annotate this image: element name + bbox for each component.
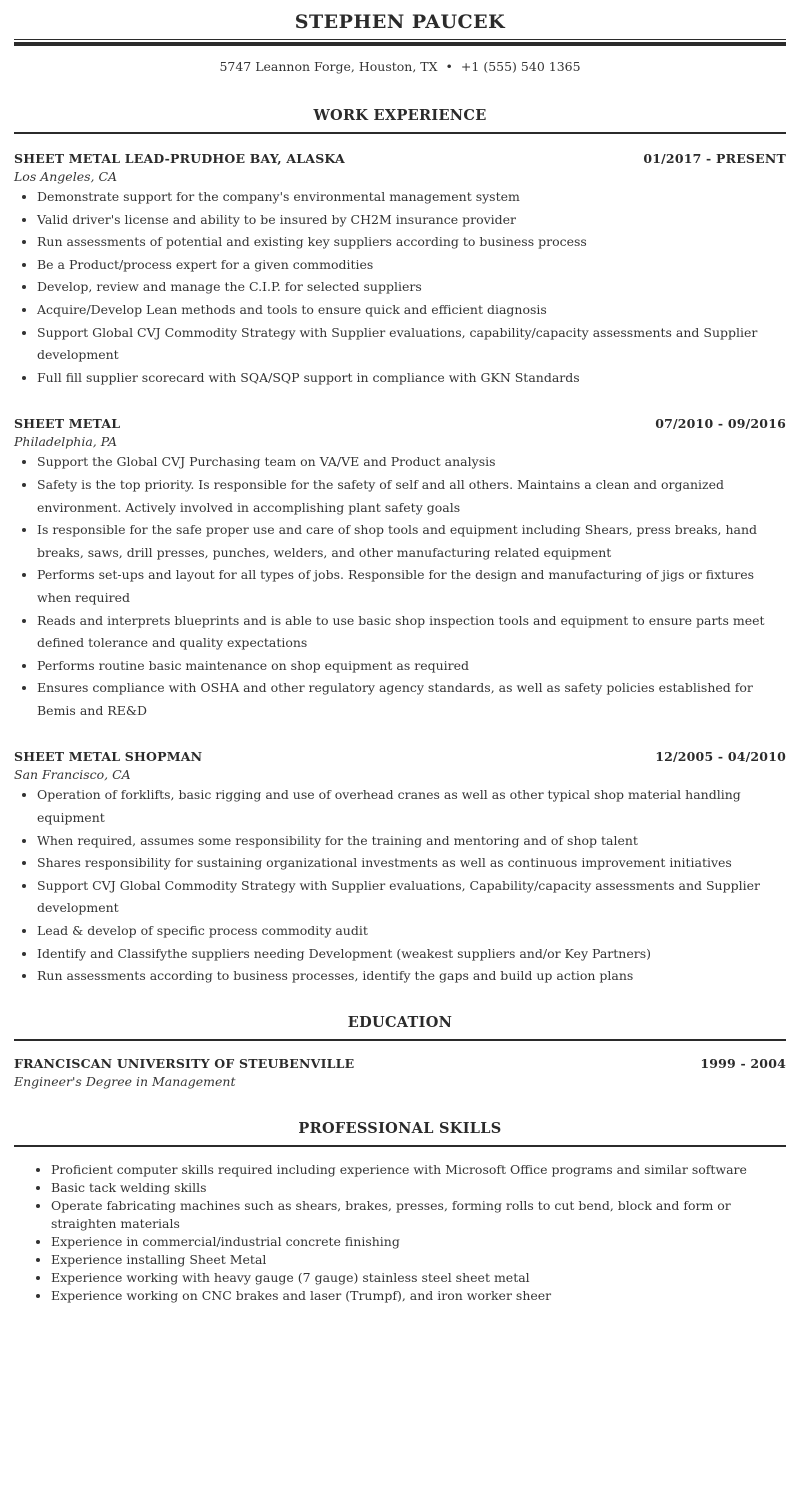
- job-2-title: SHEET METAL: [14, 416, 121, 432]
- job-3-location: San Francisco, CA: [14, 767, 131, 783]
- skills-title: PROFESSIONAL SKILLS: [298, 1119, 502, 1137]
- work-experience-title: WORK EXPERIENCE: [313, 107, 487, 124]
- education-entry: [14, 1055, 786, 1091]
- list-item: • Support the Global CVJ Purchasing team on VA/VE and Product analysis: [37, 451, 786, 474]
- skills-list: [0, 1161, 800, 1305]
- list-item: • Experience in commercial/industrial concrete finishing: [51, 1233, 800, 1251]
- job-2-header: [14, 415, 786, 433]
- candidate-name: STEPHEN PAUCEK: [294, 11, 506, 33]
- education-years: 1999 - 2004: [700, 1055, 786, 1071]
- education-header: [14, 1055, 786, 1073]
- list-item: • Run assessments of potential and existing key suppliers according to business process: [37, 231, 786, 254]
- education-title: EDUCATION: [347, 1013, 453, 1031]
- contact-separator: •: [445, 59, 453, 74]
- list-item: • Safety is the top priority. Is responsible for the safety of self and all others. Maintains a clean and organized environment. Actively involved in accomplishing plant safety goals: [37, 474, 786, 519]
- header-divider-thick: [14, 42, 786, 46]
- job-2-dates: 07/2010 - 09/2016: [655, 416, 786, 432]
- degree: Engineer's Degree in Management: [14, 1073, 236, 1089]
- list-item: • Ensures compliance with OSHA and other regulatory agency standards, as well as safety policies established for Bemis and RE&D: [37, 677, 786, 722]
- list-item: • Operate fabricating machines such as shears, brakes, presses, forming rolls to cut bend, block and form or straighten materials: [51, 1197, 800, 1233]
- job-3-title: SHEET METAL SHOPMAN: [14, 749, 203, 765]
- list-item: • When required, assumes some responsibility for the training and mentoring and of shop talent: [37, 830, 786, 853]
- address: 5747 Leannon Forge, Houston, TX: [219, 59, 438, 74]
- job-3-header: [14, 748, 786, 766]
- education-rule: [14, 1039, 786, 1041]
- job-3: [14, 748, 786, 987]
- school-name: FRANCISCAN UNIVERSITY OF STEUBENVILLE: [14, 1055, 355, 1071]
- list-item: • Demonstrate support for the company's environmental management system: [37, 186, 786, 209]
- list-item: • Experience installing Sheet Metal: [51, 1251, 800, 1269]
- work-experience-section: [0, 107, 800, 988]
- phone: +1 (555) 540 1365: [460, 59, 581, 74]
- list-item: • Lead & develop of specific process commodity audit: [37, 920, 786, 943]
- job-2-duties: [14, 451, 786, 722]
- list-item: • Is responsible for the safe proper use and care of shop tools and equipment including Shears, press breaks, hand breaks, saws, drill presses, punches, welders, and other manufacturing related equipment: [37, 519, 786, 564]
- list-item: • Identify and Classifythe suppliers needing Development (weakest suppliers and/or Key Partners): [37, 943, 786, 966]
- job-1-duties: [14, 186, 786, 389]
- job-2-location: Philadelphia, PA: [14, 434, 118, 450]
- list-item: • Basic tack welding skills: [51, 1179, 800, 1197]
- list-item: • Experience working on CNC brakes and laser (Trumpf), and iron worker sheer: [51, 1287, 800, 1305]
- list-item: • Performs set-ups and layout for all types of jobs. Responsible for the design and manufacturing of jigs or fixtures when required: [37, 564, 786, 609]
- header-divider: [14, 39, 786, 46]
- contact-line: [0, 58, 800, 76]
- list-item: • Operation of forklifts, basic rigging and use of overhead cranes as well as other typical shop material handling equipment: [37, 784, 786, 829]
- list-item: • Support CVJ Global Commodity Strategy with Supplier evaluations, Capability/capacity assessments and Supplier development: [37, 875, 786, 920]
- job-1-header: [14, 150, 786, 168]
- education-section: [0, 1014, 800, 1091]
- job-2: [14, 415, 786, 722]
- list-item: • Acquire/Develop Lean methods and tools to ensure quick and efficient diagnosis: [37, 299, 786, 322]
- job-1-dates: 01/2017 - PRESENT: [643, 151, 786, 166]
- skills-rule: [14, 1145, 786, 1147]
- job-1: [14, 150, 786, 389]
- list-item: • Support Global CVJ Commodity Strategy with Supplier evaluations, capability/capacity assessments and Supplier development: [37, 322, 786, 367]
- list-item: • Valid driver's license and ability to be insured by CH2M insurance provider: [37, 209, 786, 232]
- list-item: • Experience working with heavy gauge (7 gauge) stainless steel sheet metal: [51, 1269, 800, 1287]
- list-item: • Shares responsibility for sustaining organizational investments as well as continuous improvement initiatives: [37, 852, 786, 875]
- list-item: • Full fill supplier scorecard with SQA/SQP support in compliance with GKN Standards: [37, 367, 786, 390]
- list-item: • Be a Product/process expert for a given commodities: [37, 254, 786, 277]
- skills-section: [0, 1120, 800, 1305]
- job-1-location: Los Angeles, CA: [14, 169, 118, 184]
- list-item: • Reads and interprets blueprints and is able to use basic shop inspection tools and equipment to ensure parts meet defined tolerance and quality expectations: [37, 610, 786, 655]
- list-item: • Performs routine basic maintenance on shop equipment as required: [37, 655, 786, 678]
- list-item: • Develop, review and manage the C.I.P. for selected suppliers: [37, 276, 786, 299]
- work-experience-rule: [14, 132, 786, 134]
- job-3-dates: 12/2005 - 04/2010: [655, 749, 786, 765]
- job-3-duties: [14, 784, 786, 987]
- job-1-title: SHEET METAL LEAD-PRUDHOE BAY, ALASKA: [14, 151, 345, 166]
- list-item: • Proficient computer skills required including experience with Microsoft Office programs and similar software: [51, 1161, 800, 1179]
- header-divider-thin: [14, 39, 786, 40]
- list-item: • Run assessments according to business processes, identify the gaps and build up action plans: [37, 965, 786, 988]
